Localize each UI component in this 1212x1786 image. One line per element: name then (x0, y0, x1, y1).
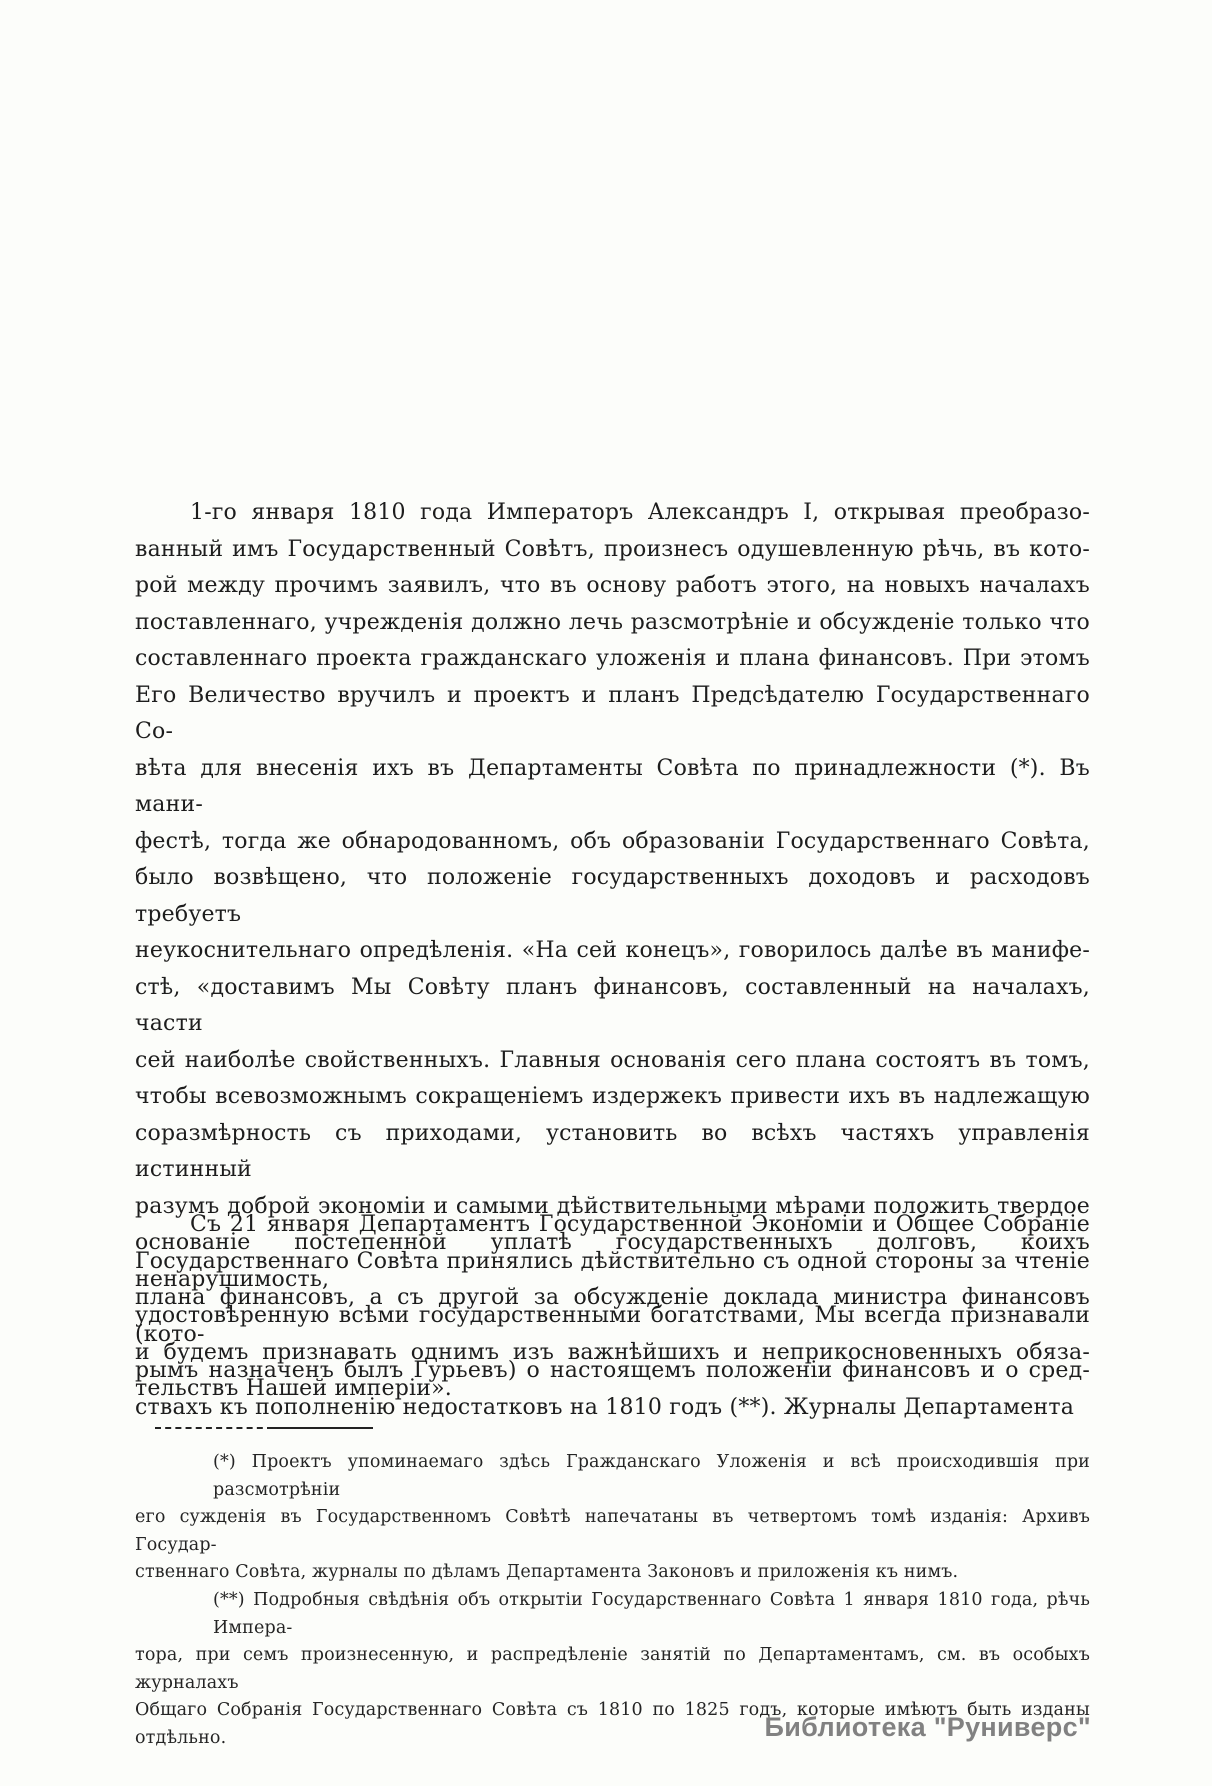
text-line: рымъ назначенъ былъ Гурьевъ) о настоящемъ положеніи финансовъ и о сред- (135, 1358, 1090, 1383)
footnotes-block (135, 1449, 1090, 1753)
text-line: неукоснительнаго опредѣленія. «На сей конецъ», говорилось далѣе въ манифе- (135, 938, 1090, 963)
text-line: Его Величество вручилъ и проектъ и планъ Предсѣдателю Государственнаго Со- (135, 682, 1090, 744)
text-line: фестѣ, тогда же обнародованномъ, объ образованіи Государственнаго Совѣта, (135, 828, 1090, 854)
text-line: разумъ доброй экономіи и самыми дѣйствительными мѣрами положить твердое (135, 1193, 1090, 1219)
footnote-separator (155, 1427, 373, 1430)
footnote-line: (**) Подробныя свѣдѣнія объ открытіи Государственнаго Совѣта 1 января 1810 года, рѣчь Импера- (213, 1589, 1090, 1638)
separator-solid-segment (273, 1427, 373, 1429)
footnote-line: его сужденія въ Государственномъ Совѣтѣ напечатаны въ четвертомъ томѣ изданія: Архивъ Государ- (135, 1507, 1090, 1555)
text-line: ствахъ къ пополненію недостатковъ на 1810 годъ (**). Журналы Департамента (135, 1394, 1075, 1420)
text-line: поставленнаго, учрежденія должно лечь разсмотрѣніе и обсужденіе только что (135, 609, 1090, 635)
text-line: Съ 21 января Департаментъ Государственной Экономіи и Общее Собраніе (190, 1212, 1090, 1237)
text-line: чтобы всевозможнымъ сокращеніемъ издержекъ привести ихъ въ надлежащую (135, 1084, 1090, 1109)
footnote-line: тора, при семъ произнесенную, и распредѣленіе занятій по Департаментамъ, см. въ особыхъ журналахъ (135, 1645, 1090, 1693)
text-line: рой между прочимъ заявилъ, что въ основу работъ этого, на новыхъ началахъ (135, 573, 1090, 598)
text-line: стѣ, «доставимъ Мы Совѣту планъ финансовъ, составленный на началахъ, части (135, 974, 1090, 1036)
text-line: и будемъ признавать однимъ изъ важнѣйшихъ и неприкосновенныхъ обяза- (135, 1339, 1090, 1365)
text-line: вѣта для внесенія ихъ въ Департаменты Совѣта по принадлежности (*). Въ мани- (135, 755, 1090, 817)
footnote-line: (*) Проектъ упоминаемаго здѣсь Гражданскаго Уложенія и всѣ происходившія при разсмотрѣніи (213, 1452, 1090, 1500)
text-line: 1-го января 1810 года Императоръ Александръ I, открывая преобразо- (190, 500, 1090, 525)
paragraph-2 (135, 1207, 1090, 1426)
text-line: соразмѣрность съ приходами, установить во всѣхъ частяхъ управленія истинный (135, 1120, 1090, 1182)
text-line: основаніе постепенной уплатѣ государственныхъ долговъ, коихъ ненарушимость, (135, 1230, 1090, 1292)
text-line: было возвѣщено, что положеніе государственныхъ доходовъ и расходовъ требуетъ (135, 865, 1090, 927)
text-line: плана финансовъ, а съ другой за обсужденіе доклада министра финансовъ (кото- (135, 1285, 1090, 1347)
text-line: сей наиболѣе свойственныхъ. Главныя основанія сего плана состоятъ въ томъ, (135, 1047, 1090, 1073)
text-line: Государственнаго Совѣта принялись дѣйствительно съ одной стороны за чтеніе (135, 1248, 1090, 1274)
text-line: составленнаго проекта гражданскаго уложенія и плана финансовъ. При этомъ (135, 646, 1090, 671)
text-line: удостовѣренную всѣми государственными богатствами, Мы всегда признавали (135, 1303, 1090, 1328)
footnote-line: ственнаго Совѣта, журналы по дѣламъ Департамента Законовъ и приложенія къ нимъ. (135, 1562, 959, 1583)
text-line: тельствъ Нашей имперіи». (135, 1376, 452, 1401)
runivers-library-watermark: Библиотека "Руниверс" (764, 1712, 1091, 1742)
separator-dashed-segment (155, 1427, 273, 1429)
text-line: ванный имъ Государственный Совѣтъ, произнесъ одушевленную рѣчь, въ кото- (135, 536, 1090, 562)
footnote-line: Общаго Собранія Государственнаго Совѣта съ 1810 по 1825 годъ, которые имѣютъ быть изданы отдѣльно. (135, 1700, 1090, 1748)
